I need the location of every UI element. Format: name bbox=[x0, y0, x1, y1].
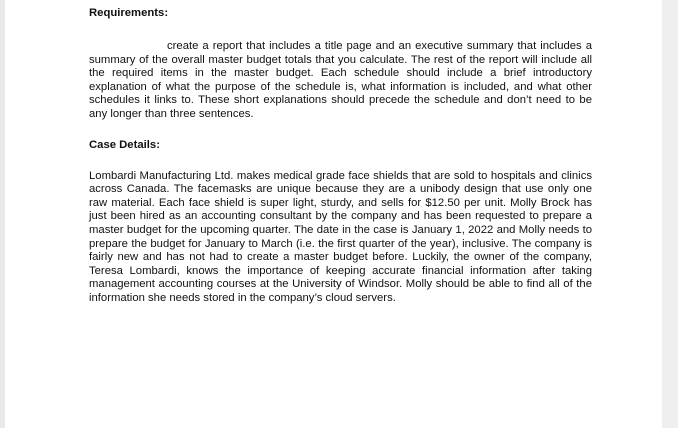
case-details-paragraph: Lombardi Manufacturing Ltd. makes medical grade face shields that are sold to hospitals and clinics across Canada. The facemasks are unique because they are a unibody design that use only one raw material. Each face shield is super light, sturdy, and sells for $12.50 per unit. Molly Brock has just been hired as an accounting consultant by the company and has been requested to prepare a master budget for the upcoming quarter. The date in the case is January 1, 2022 and Molly needs to prepare the budget for January to March (i.e. the first quarter of the year), inclusive. The company is fairly new and has not had to create a master budget before. Luckily, the owner of the company, Teresa Lombardi, knows the importance of keeping accurate financial information after taking management accounting courses at the University of Windsor. Molly should be able to find all of the information she needs stored in the company’s cloud servers. bbox=[89, 169, 592, 304]
document-page bbox=[89, 7, 592, 306]
case-details-heading: Case Details: bbox=[89, 138, 160, 151]
requirements-paragraph: create a report that includes a title page and an executive summary that includes a summary of the overall master budget totals that you calculate. The rest of the report will include all the required items in the master budget. Each schedule should include a brief introductory explanation of what the purpose of the schedule is, what information is included, and what other schedules it links to. These short explanations should precede the schedule and don’t need to be any longer than three sentences. bbox=[89, 40, 592, 120]
left-gutter bbox=[0, 0, 5, 428]
requirements-heading: Requirements: bbox=[89, 7, 169, 19]
right-scrollbar-track[interactable] bbox=[662, 0, 678, 428]
